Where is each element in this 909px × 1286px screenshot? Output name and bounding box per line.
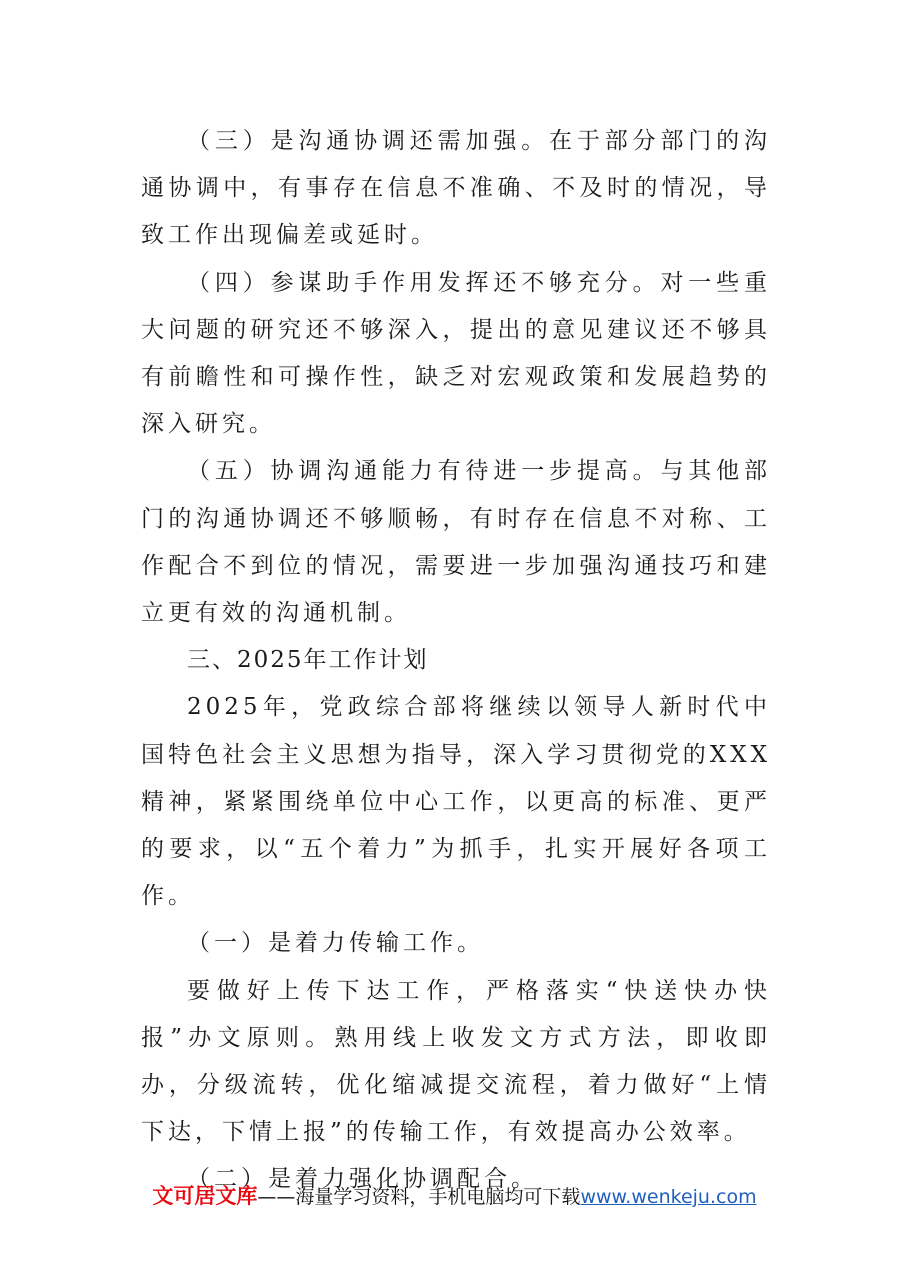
document-body bbox=[141, 118, 771, 1204]
paragraph-plan-item-2: （二）是着力强化协调配合。 bbox=[187, 1166, 538, 1193]
website-link[interactable]: www.wenkeju.com bbox=[580, 1186, 757, 1208]
paragraph-plan-intro: 2025年，党政综合部将继续以领导人新时代中国特色社会主义思想为指导，深入学习贯彻党的XXX精神，紧紧围绕单位中心工作，以更高的标准、更严的要求，以“五个着力”为抓手，扎实开展好各项工作。 bbox=[141, 694, 771, 910]
paragraph-plan-item-1-detail: 要做好上传下达工作，严格落实“快送快办快报”办文原则。熟用线上收发文方式方法，即收即办，分级流转，优化缩减提交流程，着力做好“上情下达，下情上报”的传输工作，有效提高办公效率。 bbox=[141, 977, 771, 1146]
paragraph-issue-5: （五）协调沟通能力有待进一步提高。与其他部门的沟通协调还不够顺畅，有时存在信息不对称、工作配合不到位的情况，需要进一步加强沟通技巧和建立更有效的沟通机制。 bbox=[141, 458, 771, 627]
page-footer bbox=[0, 1181, 909, 1212]
footer-tagline: ——海量学习资料，手机电脑均可下载 bbox=[257, 1186, 581, 1208]
section-heading: 三、2025年工作计划 bbox=[187, 647, 429, 674]
paragraph-plan-item-1: （一）是着力传输工作。 bbox=[187, 930, 484, 957]
paragraph-issue-3: （三）是沟通协调还需加强。在于部分部门的沟通协调中，有事存在信息不准确、不及时的情况，导致工作出现偏差或延时。 bbox=[141, 128, 771, 249]
brand-name: 文可居文库 bbox=[152, 1184, 258, 1208]
paragraph-issue-4: （四）参谋助手作用发挥还不够充分。对一些重大问题的研究还不够深入，提出的意见建议还不够具有前瞻性和可操作性，缺乏对宏观政策和发展趋势的深入研究。 bbox=[141, 269, 771, 438]
